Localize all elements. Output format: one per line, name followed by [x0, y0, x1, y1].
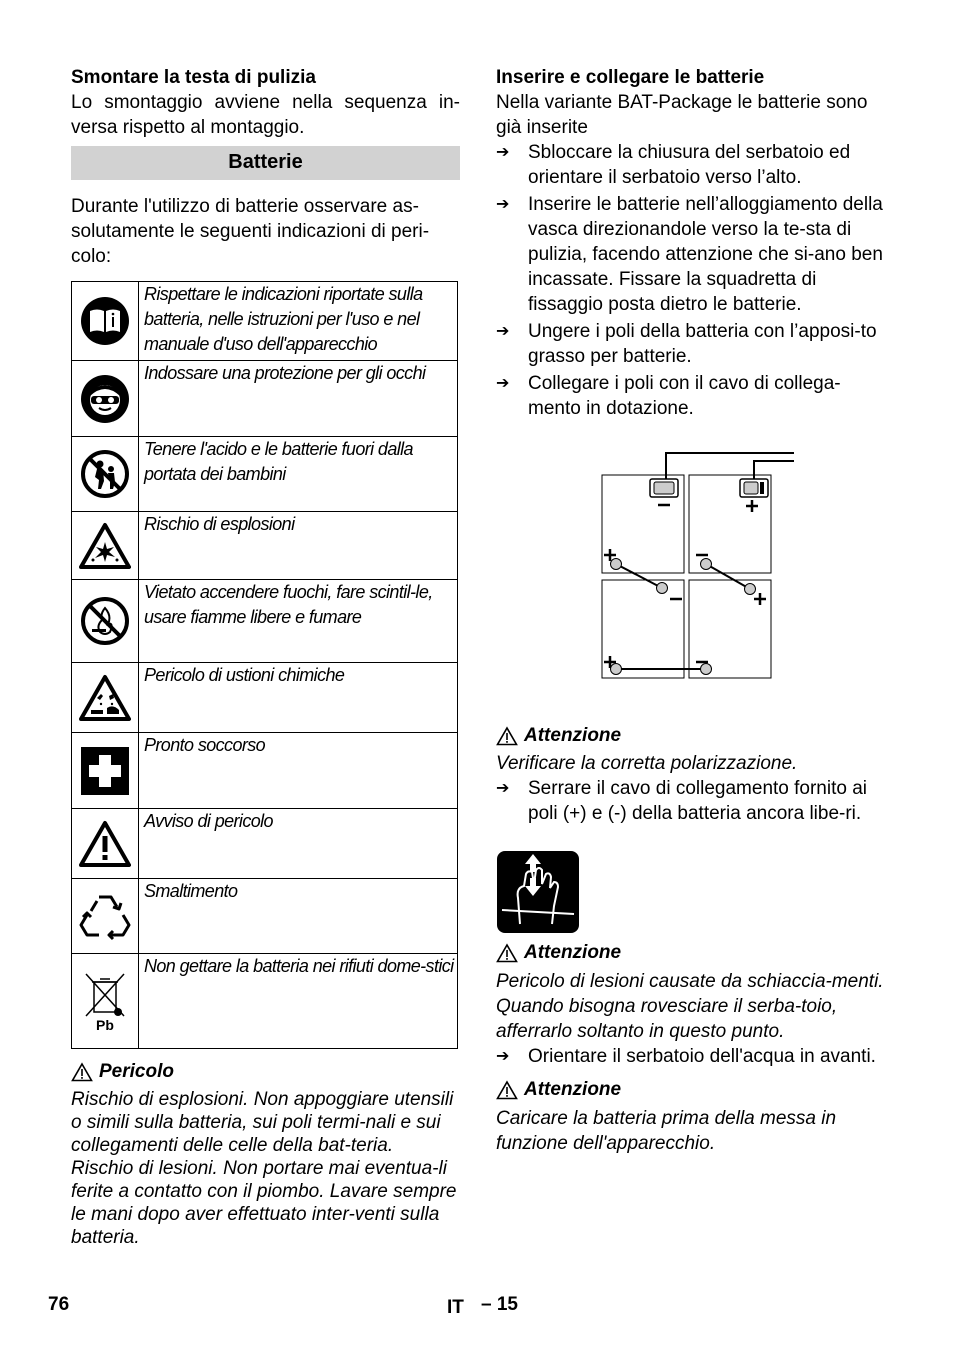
section-title-batterie: Batterie [71, 146, 460, 180]
hazard-row [72, 954, 458, 1049]
hazard-table [71, 281, 458, 1049]
hazard-text: Rispettare le indicazioni riportate sulla batteria, nelle istruzioni per l'uso e nel manuale d'uso dell'apparecchio [139, 282, 458, 361]
hazard-row [72, 437, 458, 512]
caution3-text: Caricare la batteria prima della messa in funzione dell'apparecchio. [496, 1108, 837, 1154]
arrow-right-icon: ➔ [496, 144, 510, 161]
battery-wiring-diagram [596, 443, 896, 703]
hazard-row [72, 580, 458, 663]
hazard-row [72, 809, 458, 879]
insert-heading: Inserire e collegare le batterie [496, 67, 765, 88]
arrow-right-icon: ➔ [496, 1048, 510, 1065]
hazard-row [72, 879, 458, 954]
hazard-text: Smaltimento [139, 879, 458, 954]
warning-icon [496, 726, 518, 746]
keep-from-children-icon [80, 449, 130, 499]
explosion-hazard-icon [79, 522, 131, 570]
caution1-text: Verificare la corretta polarizzazione. [496, 753, 798, 774]
recycling-icon [79, 891, 131, 941]
crossed-bin-icon [80, 970, 130, 1032]
hand-grip-icon [496, 850, 580, 934]
caution2-title: Attenzione [524, 942, 622, 963]
hazard-text: Rischio di esplosioni [139, 512, 458, 580]
hazard-text: Non gettare la batteria nei rifiuti dome-stici [139, 954, 458, 1049]
hazard-text: Avviso di pericolo [139, 809, 458, 879]
hazard-text: Pericolo di ustioni chimiche [139, 663, 458, 733]
page-number: 76 [48, 1294, 70, 1315]
right-column [496, 66, 886, 1156]
hazard-row [72, 512, 458, 580]
danger-title: Pericolo [99, 1061, 174, 1082]
sub-page-number: – 15 [481, 1294, 518, 1315]
chemical-burn-icon [79, 674, 131, 722]
hazard-text: Pronto soccorso [139, 733, 458, 809]
warning-icon [496, 1080, 518, 1100]
step-item: ➔ Inserire le batterie nell’alloggiamento della vasca direzionandole verso la te-sta di pulizia, facendo attenzione che si-ano ben incassate. Fissare la squadretta di fissaggio posta dietro le batterie. [496, 194, 883, 315]
pb-label: Pb [96, 1017, 114, 1032]
caution1-title: Attenzione [524, 725, 622, 746]
hazard-text: Tenere l'acido e le batterie fuori dalla portata dei bambini [139, 437, 458, 512]
disassembly-heading: Smontare la testa di pulizia [71, 67, 316, 88]
step-item: ➔ Sbloccare la chiusura del serbatoio ed orientare il serbatoio verso l’alto. [496, 142, 851, 188]
arrow-right-icon: ➔ [496, 780, 510, 797]
arrow-right-icon: ➔ [496, 323, 510, 340]
danger-text-lead: Rischio di lesioni. Non portare mai eventua-li ferite a contatto con il piombo. Lavare sempre le mani dopo aver effettuato inter-venti sulla batteria. [71, 1158, 457, 1248]
disassembly-text: Lo smontaggio avviene nella sequenza in-versa rispetto al montaggio. [71, 92, 460, 138]
warning-icon [79, 820, 131, 868]
step-item: ➔ Serrare il cavo di collegamento fornito ai poli (+) e (-) della batteria ancora libe-ri. [496, 778, 868, 824]
hazard-row [72, 282, 458, 361]
first-aid-icon [80, 746, 130, 796]
hazard-row [72, 361, 458, 437]
hazard-row [72, 733, 458, 809]
step-item: ➔ Collegare i poli con il cavo di collega-mento in dotazione. [496, 373, 841, 419]
arrow-right-icon: ➔ [496, 375, 510, 392]
warning-icon [71, 1062, 93, 1082]
arrow-right-icon: ➔ [496, 196, 510, 213]
warning-icon [496, 943, 518, 963]
step-item: ➔ Orientare il serbatoio dell'acqua in avanti. [496, 1046, 876, 1067]
left-column [71, 66, 460, 1249]
hazard-text: Indossare una protezione per gli occhi [139, 361, 458, 437]
step-item: ➔ Ungere i poli della batteria con l’apposi-to grasso per batterie. [496, 321, 877, 367]
battery-intro: Durante l'utilizzo di batterie osservare as-solutamente le seguenti indicazioni di peri-colo: [71, 196, 430, 267]
insert-text: Nella variante BAT-Package le batterie sono già inserite [496, 92, 868, 138]
caution1-title-row [496, 723, 886, 748]
caution3-title: Attenzione [524, 1079, 622, 1100]
caution2-title-row [496, 940, 886, 965]
manual-info-icon [80, 296, 130, 346]
danger-text-explosion: Rischio di esplosioni. Non appoggiare utensili o simili sulla batteria, sui poli termi-nali e sui collegamenti delle celle della bat-teria. [71, 1089, 454, 1156]
eye-protection-icon [80, 374, 130, 424]
caution3-title-row [496, 1077, 886, 1102]
no-fire-smoking-icon [80, 596, 130, 646]
hazard-text: Vietato accendere fuochi, fare scintil-le, usare fiamme libere e fumare [139, 580, 458, 663]
language-code: IT [447, 1297, 464, 1318]
hazard-row [72, 663, 458, 733]
caution2-text: Pericolo di lesioni causate da schiaccia-menti. Quando bisogna rovesciare il serba-toio, afferrarlo soltanto in questo punto. [496, 971, 884, 1042]
danger-title-row [71, 1059, 460, 1084]
